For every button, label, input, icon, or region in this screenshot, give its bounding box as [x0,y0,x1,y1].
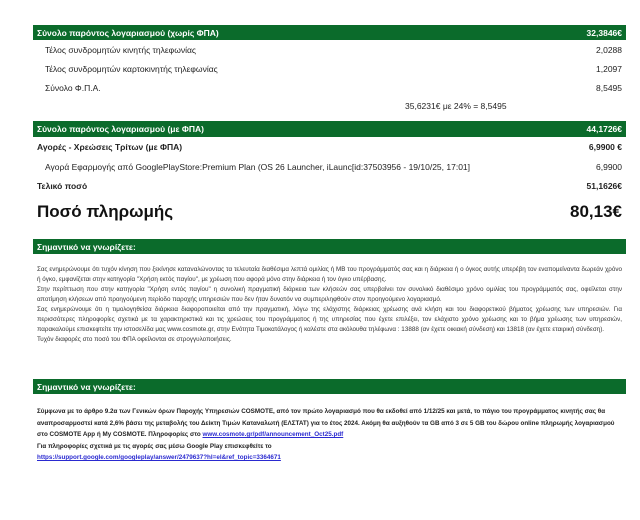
vat-note-row [33,101,626,111]
notice-body [37,406,622,464]
notice-text: Για πληροφορίες σχετικά με τις αγορές σας μέσω Google Play επισκεφθείτε το [37,442,272,450]
payment-amount-value: 80,13€ [570,202,622,221]
subtotal-with-vat-label: Σύνολο παρόντος λογαριασμού (με ΦΠΑ) [37,124,204,134]
charge-value: 1,2097 [596,64,622,74]
charge-value: 2,0288 [596,45,622,55]
charge-row [33,64,626,74]
charge-label: Σύνολο Φ.Π.Α. [45,83,101,93]
subtotal-no-vat-value: 32,3846€ [586,27,622,38]
payment-amount-row [33,202,626,222]
notice-paragraph: Σας ενημερώνουμε ότι τυχόν κίνηση που ξεκίνησε καταναλώνοντας τα τελευταία διαθέσιμα λεπτά ομιλίας ή MB του προγράμματός σας και η διάρκεια ή ο όγκος αυτής υπερέβη τον εναπομείναντα δωρεάν χρόνο ή όγκο, εμφανίζεται στην κατηγορία "Χρήση εκτός παγίου", με χρέωση που αφορά μόνο στην διάρκεια ή τον όγκο υπέρβασης. [37,266,622,283]
payment-amount-label: Ποσό πληρωμής [37,202,174,221]
third-party-label: Αγορές - Χρεώσεις Τρίτων (με ΦΠΑ) [37,142,183,152]
third-party-value: 6,9900 € [588,142,622,152]
charge-value: 8,5495 [596,83,622,93]
charge-row [33,45,626,55]
charge-row [33,83,626,93]
notice-title: Σημαντικό να γνωρίζετε: [37,241,136,252]
charge-label: Τέλος συνδρομητών καρτοκινητής τηλεφωνίας [45,64,218,74]
third-party-item-value: 6,9900 [596,162,622,172]
google-play-support-link[interactable]: https://support.google.com/googleplay/answer/2479637?hl=el&ref_topic=3364671 [37,454,281,461]
final-amount-row [33,181,626,191]
final-amount-label: Τελικό ποσό [37,181,88,191]
notice-paragraph: Στην περίπτωση που στην κατηγορία "Χρήση εντός παγίου" η συνολική πραγματική διάρκεια των κλήσεών σας υπερβαίνει τον συνολικό διαθέσιμο χρόνο ομιλίας του προγράμματός σας, οφείλεται στην αποτίμηση κλήσεων από προηγούμενη περίοδο παροχής υπηρεσιών που δεν ήταν δυνατόν να συμπεριληφθούν στον προηγούμενο λογαριασμό. [37,286,622,303]
vat-note: 35,6231€ με 24% = 8,5495 [405,101,507,111]
notice-paragraph: Σας ενημερώνουμε ότι η τιμολογηθείσα διάρκεια διαφοροποιείται από την πραγματική, λόγω της ελάχιστης διάρκειας χρέωσης ανά κλήση και του διαφορετικού βήματος χρέωσης των υπηρεσιών. Για περισσότερες πληροφορίες σχετικά με τα χαρακτηριστικά και τις χρεώσεις του προγράμματος ή της υπηρεσίας που έχετε επιλέξει, τον ελάχιστο χρόνο χρέωσης και το βήμα χρέωσης των υπηρεσιών, παρακαλούμε επισκεφτείτε την ιστοσελίδα μας www.cosmote.gr, στην Ενότητα Τιμοκατάλογος ή καλέστε στα ακόλουθα τηλέφωνα : 13888 (αν έχετε οικιακή σύνδεση) και 13818 (αν έχετε εταιρική σύνδεση). [37,306,622,333]
final-amount-value: 51,1626€ [586,181,622,191]
notice-title: Σημαντικό να γνωρίζετε: [37,381,136,392]
notice-paragraph: Τυχόν διαφορές στο ποσό του ΦΠΑ οφείλονται σε στρογγυλοποιήσεις. [37,336,232,343]
notice-header [33,379,626,394]
notice-paragraph [37,406,622,441]
third-party-item-row [33,162,626,172]
notice-text: Σύμφωνα με το άρθρο 9.2α των Γενικών όρων Παροχής Υπηρεσιών COSMOTE, από τον πρώτο λογαριασμό που θα εκδοθεί από 1/12/25 και μετά, το πάγιο του προγράμματος κινητής σας θα αναπροσαρμοστεί κατά 2,6% βάσει της μεταβολής του Δείκτη Τιμών Καταναλωτή (ΕΛΣΤΑΤ) για το έτος 2024. Ακόμη θα αυξηθούν τα GB από 3 σε 5 GB του δώρου online πληρωμής λογαριασμού στο COSMOTE App ή My COSMOTE. Πληροφορίες στο [37,408,615,438]
subtotal-with-vat-value: 44,1726€ [586,124,622,134]
notice-paragraph [37,452,622,464]
notice-header [33,239,626,254]
subtotal-with-vat-row [33,121,626,137]
subtotal-no-vat-label: Σύνολο παρόντος λογαριασμού (χωρίς ΦΠΑ) [37,27,219,38]
third-party-row [33,142,626,152]
third-party-item-label: Αγορά Εφαρμογής από GooglePlayStore:Premium Plan (OS 26 Launcher, iLaunc[id:37503956 - 19/10/25, 17:01] [45,162,471,172]
charge-label: Τέλος συνδρομητών κινητής τηλεφωνίας [45,45,196,55]
subtotal-no-vat-row [33,25,626,40]
notice-body [37,265,622,345]
announcement-link[interactable]: www.cosmote.gr/pdf/announcement_Oct25.pdf [202,431,344,438]
